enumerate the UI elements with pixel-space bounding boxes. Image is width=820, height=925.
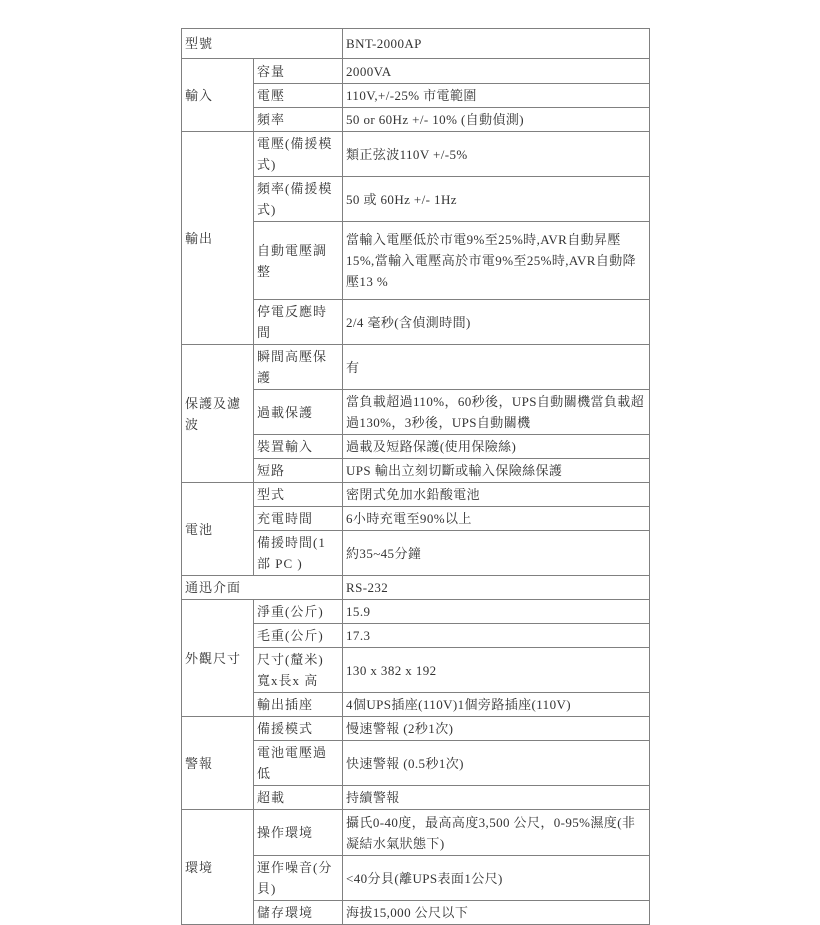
table-row (182, 132, 650, 177)
spec-label-cell: 短路 (254, 459, 343, 483)
spec-label-cell: 備援時間(1 部 PC ) (254, 531, 343, 576)
spec-table-body (182, 29, 650, 925)
spec-value-cell: UPS 輸出立刻切斷或輸入保險絲保護 (343, 459, 650, 483)
spec-value-cell: 50 or 60Hz +/- 10% (自動偵測) (343, 108, 650, 132)
spec-value-cell: 慢速警報 (2秒1次) (343, 717, 650, 741)
spec-label-cell: 超載 (254, 786, 343, 810)
spec-label-cell: 頻率 (254, 108, 343, 132)
spec-label-cell: 型式 (254, 483, 343, 507)
spec-label-cell: 操作環境 (254, 810, 343, 856)
spec-label-cell: 停電反應時間 (254, 300, 343, 345)
spec-label-cell: 裝置輸入 (254, 435, 343, 459)
spec-value-cell: 密閉式免加水鉛酸電池 (343, 483, 650, 507)
table-row (182, 483, 650, 507)
spec-value-cell: 快速警報 (0.5秒1次) (343, 741, 650, 786)
spec-label-cell: 充電時間 (254, 507, 343, 531)
group-cell: 輸出 (182, 132, 254, 345)
spec-value-cell: 17.3 (343, 624, 650, 648)
spec-value-cell: <40分貝(離UPS表面1公尺) (343, 856, 650, 901)
group-cell: 外觀尺寸 (182, 600, 254, 717)
spec-value-cell: 持續警報 (343, 786, 650, 810)
table-row (182, 345, 650, 390)
spec-label-cell: 型號 (182, 29, 343, 59)
spec-value-cell: 攝氏0-40度，最高高度3,500 公尺，0-95%濕度(非凝結水氣狀態下) (343, 810, 650, 856)
spec-value-cell: 2/4 毫秒(含偵測時間) (343, 300, 650, 345)
group-cell: 電池 (182, 483, 254, 576)
spec-value-cell: 15.9 (343, 600, 650, 624)
spec-value-cell: 6小時充電至90%以上 (343, 507, 650, 531)
spec-label-cell: 自動電壓調整 (254, 222, 343, 300)
spec-label-cell: 電壓(備援模式) (254, 132, 343, 177)
spec-label-cell: 頻率(備援模式) (254, 177, 343, 222)
table-row (182, 59, 650, 84)
spec-value-cell: 有 (343, 345, 650, 390)
spec-value-cell: 海拔15,000 公尺以下 (343, 901, 650, 925)
table-row (182, 600, 650, 624)
spec-label-cell: 輸出插座 (254, 693, 343, 717)
spec-value-cell: 過載及短路保護(使用保險絲) (343, 435, 650, 459)
table-row (182, 29, 650, 59)
group-cell: 保護及濾波 (182, 345, 254, 483)
spec-label-cell: 過載保護 (254, 390, 343, 435)
spec-label-cell: 瞬間高壓保護 (254, 345, 343, 390)
table-row (182, 576, 650, 600)
spec-label-cell: 通迅介面 (182, 576, 343, 600)
spec-label-cell: 電池電壓過低 (254, 741, 343, 786)
spec-label-cell: 運作噪音(分貝) (254, 856, 343, 901)
spec-label-cell: 尺寸(釐米) 寬x長x 高 (254, 648, 343, 693)
group-cell: 警報 (182, 717, 254, 810)
spec-value-cell: 當負載超過110%，60秒後，UPS自動關機當負載超過130%，3秒後，UPS自動關機 (343, 390, 650, 435)
spec-value-cell: 當輸入電壓低於市電9%至25%時,AVR自動昇壓15%,當輸入電壓高於市電9%至25%時,AVR自動降壓13 % (343, 222, 650, 300)
spec-table (181, 28, 650, 925)
spec-label-cell: 容量 (254, 59, 343, 84)
spec-label-cell: 儲存環境 (254, 901, 343, 925)
spec-value-cell: 110V,+/-25% 市電範圍 (343, 84, 650, 108)
spec-value-cell: 約35~45分鐘 (343, 531, 650, 576)
spec-label-cell: 毛重(公斤) (254, 624, 343, 648)
spec-label-cell: 備援模式 (254, 717, 343, 741)
spec-value-cell: RS-232 (343, 576, 650, 600)
spec-value-cell: 130 x 382 x 192 (343, 648, 650, 693)
group-cell: 輸入 (182, 59, 254, 132)
spec-value-cell: 類正弦波110V +/-5% (343, 132, 650, 177)
spec-value-cell: 4個UPS插座(110V)1個旁路插座(110V) (343, 693, 650, 717)
spec-label-cell: 淨重(公斤) (254, 600, 343, 624)
spec-value-cell: 50 或 60Hz +/- 1Hz (343, 177, 650, 222)
spec-label-cell: 電壓 (254, 84, 343, 108)
table-row (182, 717, 650, 741)
spec-value-cell: BNT-2000AP (343, 29, 650, 59)
table-row (182, 810, 650, 856)
spec-value-cell: 2000VA (343, 59, 650, 84)
group-cell: 環境 (182, 810, 254, 925)
